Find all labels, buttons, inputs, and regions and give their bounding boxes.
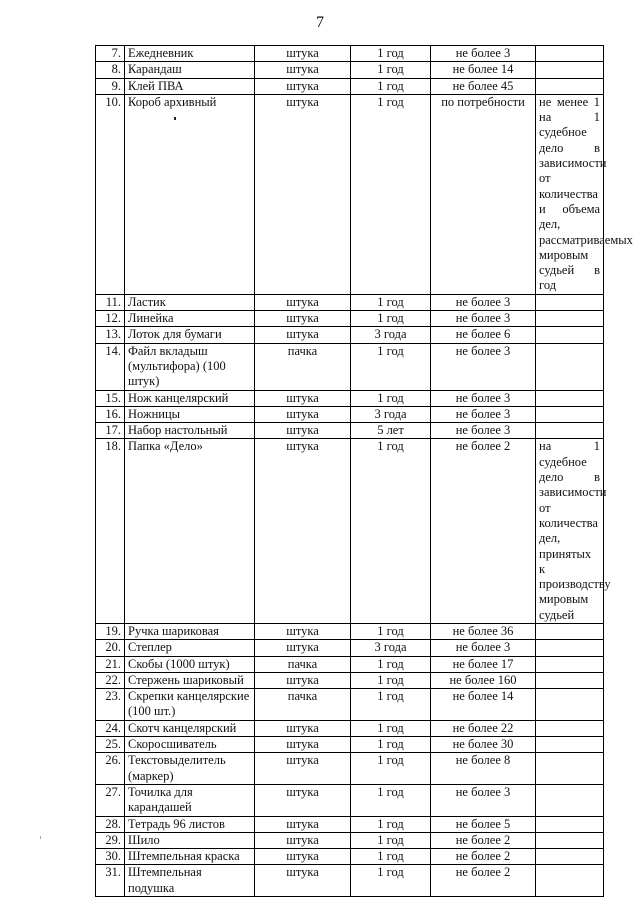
row-number-cell: 13. (96, 327, 125, 343)
row-number-cell: 7. (96, 46, 125, 62)
row-number-cell: 30. (96, 849, 125, 865)
unit-of-measure-cell: штука (255, 640, 351, 656)
table-row (96, 784, 604, 816)
unit-of-measure-cell: штука (255, 832, 351, 848)
table-row (96, 62, 604, 78)
unit-of-measure-cell: штука (255, 78, 351, 94)
usage-term-cell: 3 года (351, 640, 431, 656)
note-cell (536, 327, 604, 343)
unit-of-measure-cell: штука (255, 327, 351, 343)
unit-of-measure-cell: штука (255, 849, 351, 865)
note-cell (536, 753, 604, 785)
table-row (96, 737, 604, 753)
item-name-cell: Короб архивный (125, 94, 255, 294)
usage-term-cell: 1 год (351, 753, 431, 785)
supplies-table-body (96, 46, 633, 897)
note-cell (536, 720, 604, 736)
item-name-cell: Шило (125, 832, 255, 848)
quantity-norm-cell: не более 17 (431, 656, 536, 672)
quantity-norm-cell: не более 22 (431, 720, 536, 736)
row-number-cell: 21. (96, 656, 125, 672)
table-row (96, 865, 604, 897)
quantity-norm-cell: не более 3 (431, 311, 536, 327)
usage-term-cell: 1 год (351, 78, 431, 94)
quantity-norm-cell: не более 2 (431, 849, 536, 865)
row-number-cell: 9. (96, 78, 125, 94)
table-row (96, 294, 604, 310)
note-cell (536, 832, 604, 848)
table-row (96, 720, 604, 736)
note-cell (536, 737, 604, 753)
item-name-cell: Точилка для карандашей (125, 784, 255, 816)
item-name-cell: Клей ПВА (125, 78, 255, 94)
unit-of-measure-cell: пачка (255, 343, 351, 390)
item-name-cell: Штемпельная краска (125, 849, 255, 865)
quantity-norm-cell: не более 3 (431, 784, 536, 816)
note-cell: на 1 судебное дело в зависимости от количества дел, принятых к производству мировым судьей (536, 439, 604, 624)
unit-of-measure-cell: штука (255, 753, 351, 785)
row-number-cell: 22. (96, 672, 125, 688)
quantity-norm-cell: не более 5 (431, 816, 536, 832)
unit-of-measure-cell: штука (255, 737, 351, 753)
table-row (96, 623, 604, 639)
unit-of-measure-cell: штука (255, 784, 351, 816)
note-cell (536, 672, 604, 688)
unit-of-measure-cell: штука (255, 623, 351, 639)
unit-of-measure-cell: штука (255, 423, 351, 439)
usage-term-cell: 1 год (351, 623, 431, 639)
unit-of-measure-cell: штука (255, 816, 351, 832)
note-cell (536, 784, 604, 816)
table-row (96, 406, 604, 422)
table-row (96, 689, 604, 721)
table-row (96, 753, 604, 785)
note-cell (536, 78, 604, 94)
unit-of-measure-cell: пачка (255, 656, 351, 672)
note-cell (536, 640, 604, 656)
quantity-norm-cell: не более 3 (431, 406, 536, 422)
row-number-cell: 24. (96, 720, 125, 736)
usage-term-cell: 1 год (351, 439, 431, 624)
item-name-cell: Карандаш (125, 62, 255, 78)
unit-of-measure-cell: штука (255, 720, 351, 736)
unit-of-measure-cell: штука (255, 94, 351, 294)
unit-of-measure-cell: пачка (255, 689, 351, 721)
unit-of-measure-cell: штука (255, 865, 351, 897)
scan-mark (40, 836, 41, 839)
item-name-cell: Скобы (1000 штук) (125, 656, 255, 672)
quantity-norm-cell: не более 2 (431, 832, 536, 848)
note-cell (536, 849, 604, 865)
unit-of-measure-cell: штука (255, 406, 351, 422)
item-name-cell: Нож канцелярский (125, 390, 255, 406)
row-number-cell: 18. (96, 439, 125, 624)
usage-term-cell: 3 года (351, 327, 431, 343)
note-cell (536, 294, 604, 310)
row-number-cell: 29. (96, 832, 125, 848)
table-row (96, 439, 604, 624)
item-name-cell: Штемпельная подушка (125, 865, 255, 897)
usage-term-cell: 1 год (351, 784, 431, 816)
item-name-cell: Стержень шариковый (125, 672, 255, 688)
usage-term-cell: 1 год (351, 816, 431, 832)
row-number-cell: 8. (96, 62, 125, 78)
row-number-cell: 23. (96, 689, 125, 721)
supplies-table (95, 45, 633, 897)
unit-of-measure-cell: штука (255, 46, 351, 62)
table-row (96, 640, 604, 656)
item-name-cell: Степлер (125, 640, 255, 656)
usage-term-cell: 5 лет (351, 423, 431, 439)
usage-term-cell: 1 год (351, 689, 431, 721)
unit-of-measure-cell: штука (255, 672, 351, 688)
quantity-norm-cell: не более 6 (431, 327, 536, 343)
quantity-norm-cell: не более 3 (431, 640, 536, 656)
quantity-norm-cell: не более 3 (431, 294, 536, 310)
quantity-norm-cell: не более 14 (431, 689, 536, 721)
item-name-cell: Текстовыделитель (маркер) (125, 753, 255, 785)
table-row (96, 672, 604, 688)
unit-of-measure-cell: штука (255, 294, 351, 310)
quantity-norm-cell: не более 36 (431, 623, 536, 639)
table-row (96, 343, 604, 390)
row-number-cell: 31. (96, 865, 125, 897)
table-row (96, 78, 604, 94)
table-row (96, 832, 604, 848)
note-cell (536, 390, 604, 406)
table-row (96, 327, 604, 343)
row-number-cell: 26. (96, 753, 125, 785)
unit-of-measure-cell: штука (255, 439, 351, 624)
quantity-norm-cell: не более 3 (431, 343, 536, 390)
usage-term-cell: 1 год (351, 656, 431, 672)
table-row (96, 94, 604, 294)
row-number-cell: 10. (96, 94, 125, 294)
usage-term-cell: 1 год (351, 832, 431, 848)
quantity-norm-cell: не более 8 (431, 753, 536, 785)
item-name-cell: Скрепки канцелярские (100 шт.) (125, 689, 255, 721)
item-name-cell: Скоросшиватель (125, 737, 255, 753)
item-name-cell: Лоток для бумаги (125, 327, 255, 343)
usage-term-cell: 1 год (351, 294, 431, 310)
row-number-cell: 11. (96, 294, 125, 310)
usage-term-cell: 1 год (351, 737, 431, 753)
usage-term-cell: 1 год (351, 46, 431, 62)
note-cell (536, 816, 604, 832)
row-number-cell: 25. (96, 737, 125, 753)
usage-term-cell: 1 год (351, 94, 431, 294)
row-number-cell: 20. (96, 640, 125, 656)
page-number: 7 (316, 14, 324, 31)
unit-of-measure-cell: штука (255, 311, 351, 327)
note-cell (536, 46, 604, 62)
row-number-cell: 17. (96, 423, 125, 439)
table-row (96, 311, 604, 327)
usage-term-cell: 1 год (351, 62, 431, 78)
scan-mark (174, 117, 176, 120)
item-name-cell: Папка «Дело» (125, 439, 255, 624)
item-name-cell: Файл вкладыш (мультифора) (100 штук) (125, 343, 255, 390)
item-name-cell: Ручка шариковая (125, 623, 255, 639)
quantity-norm-cell: не более 160 (431, 672, 536, 688)
unit-of-measure-cell: штука (255, 62, 351, 78)
quantity-norm-cell: не более 3 (431, 390, 536, 406)
row-number-cell: 14. (96, 343, 125, 390)
note-cell (536, 406, 604, 422)
usage-term-cell: 1 год (351, 720, 431, 736)
quantity-norm-cell: не более 2 (431, 865, 536, 897)
table-row (96, 390, 604, 406)
note-cell (536, 343, 604, 390)
row-number-cell: 15. (96, 390, 125, 406)
table-row (96, 46, 604, 62)
item-name-cell: Тетрадь 96 листов (125, 816, 255, 832)
quantity-norm-cell: не более 3 (431, 46, 536, 62)
item-name-cell: Ежедневник (125, 46, 255, 62)
quantity-norm-cell: не более 45 (431, 78, 536, 94)
note-cell (536, 311, 604, 327)
quantity-norm-cell: не более 30 (431, 737, 536, 753)
usage-term-cell: 3 года (351, 406, 431, 422)
quantity-norm-cell: не более 2 (431, 439, 536, 624)
unit-of-measure-cell: штука (255, 390, 351, 406)
usage-term-cell: 1 год (351, 672, 431, 688)
usage-term-cell: 1 год (351, 311, 431, 327)
table-row (96, 849, 604, 865)
item-name-cell: Скотч канцелярский (125, 720, 255, 736)
note-cell: не менее 1 на 1 судебное дело в зависимости от количества и объема дел, рассматриваемых мировым судьей в год (536, 94, 604, 294)
note-cell (536, 689, 604, 721)
quantity-norm-cell: не более 14 (431, 62, 536, 78)
note-cell (536, 623, 604, 639)
item-name-cell: Линейка (125, 311, 255, 327)
usage-term-cell: 1 год (351, 849, 431, 865)
table-row (96, 423, 604, 439)
usage-term-cell: 1 год (351, 343, 431, 390)
note-cell (536, 62, 604, 78)
note-cell (536, 423, 604, 439)
table-row (96, 816, 604, 832)
item-name-cell: Ножницы (125, 406, 255, 422)
table-row (96, 656, 604, 672)
usage-term-cell: 1 год (351, 865, 431, 897)
note-cell (536, 865, 604, 897)
row-number-cell: 19. (96, 623, 125, 639)
note-cell (536, 656, 604, 672)
usage-term-cell: 1 год (351, 390, 431, 406)
row-number-cell: 27. (96, 784, 125, 816)
quantity-norm-cell: по потребности (431, 94, 536, 294)
row-number-cell: 28. (96, 816, 125, 832)
item-name-cell: Ластик (125, 294, 255, 310)
item-name-cell: Набор настольный (125, 423, 255, 439)
quantity-norm-cell: не более 3 (431, 423, 536, 439)
row-number-cell: 12. (96, 311, 125, 327)
row-number-cell: 16. (96, 406, 125, 422)
